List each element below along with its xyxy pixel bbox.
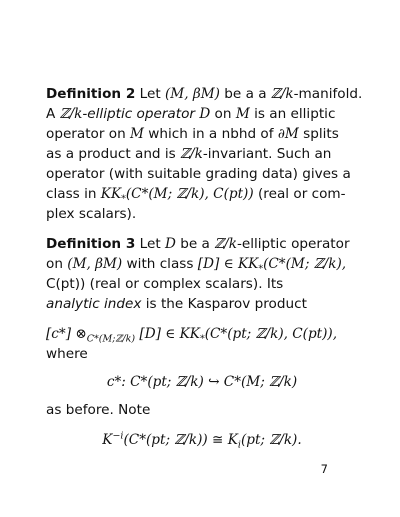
def3-math-d: D [164, 236, 176, 252]
def2-text: be a [224, 86, 254, 102]
def3-text: -elliptic operator [236, 236, 350, 252]
def2-math-d: D [199, 106, 211, 122]
def2-math-args: (C*(M; ℤ/k), C(pt)) [125, 186, 254, 202]
def2-math-kk: KK [100, 186, 122, 202]
formula-lhs: [c*] ⊗ [46, 326, 87, 342]
def2-math-m: M [130, 126, 144, 142]
iso-tail: (pt; ℤ/k). [240, 432, 302, 448]
iso-k: K [102, 432, 113, 448]
def2-line-7: plex scalars). [46, 206, 137, 222]
def3-math-pair: (M, βM) [67, 256, 123, 272]
iso-mid: (C*(pt; ℤ/k)) [123, 432, 208, 448]
def3-product-formula: [c*] $\otimes_{C*(M;ℤ/k)}$ [D] ∈ $KK_*(C*(pt$; ℤ/k), C(pt)), [46, 326, 338, 345]
def2-text: as a product and is [46, 146, 176, 162]
definition-3-label: Definition 3 [46, 236, 136, 252]
def3-text: be a [180, 236, 210, 252]
map-rhs: C*(M; ℤ/k) [223, 374, 298, 390]
def2-text: operator on [46, 126, 126, 142]
def3-line-2: on (M, βM) with class [D] ∈ $KK_*(C*(M$; ℤ/k), [46, 256, 347, 275]
def3-as-before: as before. Note [46, 402, 151, 418]
def2-line-2 [46, 104, 358, 124]
def3-text: Let [139, 236, 161, 252]
definition-2-label: Definition 2 [46, 86, 136, 102]
def2-math-boundary: ∂M [277, 126, 299, 142]
def3-analytic-term: analytic [46, 296, 100, 312]
def2-elliptic-term: -elliptic operator [82, 106, 195, 122]
def3-text: on [46, 256, 63, 272]
def3-line-3: C(pt)) (real or complex scalars). Its [46, 276, 284, 292]
def2-math-pair: (M, βM) [164, 86, 220, 102]
def3-math-class: [D] ∈ KK [197, 256, 259, 272]
iso-superscript: −i [112, 430, 124, 442]
def2-line-1: Definition 2 Let (M, βM) be a a ℤ/k-manifold. [46, 86, 363, 102]
formula-subscript: C*(M;ℤ/k) [86, 333, 136, 345]
def3-map-formula [46, 372, 358, 392]
page-number: 7 [320, 462, 328, 476]
def2-math-m: M [235, 106, 250, 122]
def2-text: on [214, 106, 232, 122]
def2-math-zk: ℤ/k [180, 146, 203, 162]
def2-text: which in a nbhd of [148, 126, 274, 142]
def3-text: is the Kasparov product [145, 296, 307, 312]
def2-line-5: operator (with suitable grading data) gives a [46, 166, 351, 182]
def2-text: -invariant. Such an [202, 146, 332, 162]
iso-k-right: K [227, 432, 238, 448]
def3-iso-formula [46, 430, 358, 450]
def3-line-4 [46, 294, 358, 314]
def2-text: (real or com- [258, 186, 346, 202]
def2-text: class in [46, 186, 97, 202]
def3-math-zk: ℤ/k [214, 236, 237, 252]
isomorphism-symbol: ≅ [212, 432, 224, 448]
def2-text: Let [139, 86, 161, 102]
def3-math-args: (C*(M; ℤ/k), [263, 256, 347, 272]
hook-arrow-icon: ↪ [208, 374, 220, 390]
definition-2-paragraph [46, 84, 363, 224]
iso-subscript: i [237, 439, 241, 451]
def2-math-zk: ℤ/k [270, 86, 294, 102]
formula-tail: (C*(pt; ℤ/k), C(pt)), [204, 326, 338, 342]
def2-text: is an elliptic [254, 106, 336, 122]
definition-3-paragraph [46, 234, 358, 450]
def2-line-4 [46, 144, 358, 164]
def2-line-6: class in $KK_*(C*(M$; ℤ/k), C(pt)) (real or com- [46, 186, 346, 205]
def3-index-term: index [104, 296, 142, 312]
def3-line-1 [46, 234, 358, 254]
def2-text: A [46, 106, 56, 122]
def2-math-zk: ℤ/k [59, 106, 83, 122]
def3-where: where [46, 346, 88, 362]
def2-text: -manifold. [293, 86, 363, 102]
formula-rhs: [D] ∈ KK [139, 326, 200, 342]
def2-line-3 [46, 124, 358, 144]
def3-text: with class [126, 256, 194, 272]
map-lhs: c*: C*(pt; ℤ/k) [106, 374, 204, 390]
def2-text: splits [303, 126, 339, 142]
